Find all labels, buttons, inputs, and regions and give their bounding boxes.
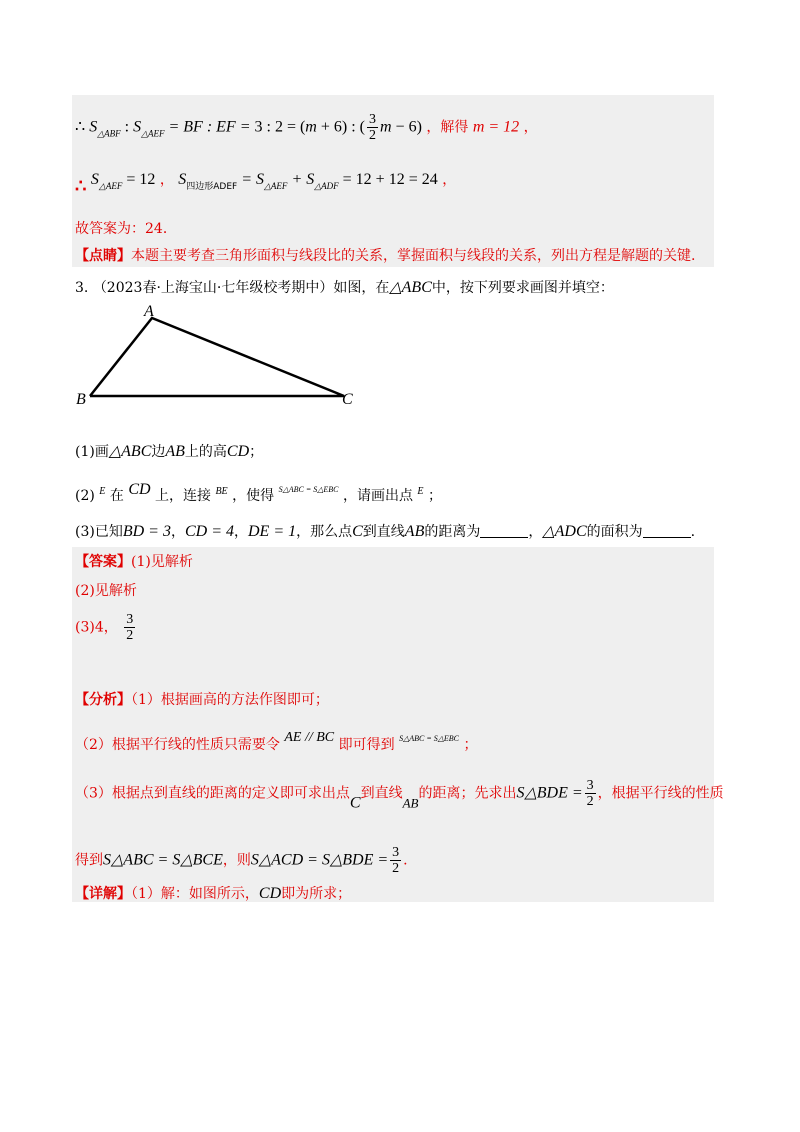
vertex-a-label: A bbox=[144, 303, 154, 320]
part2-cd: CD bbox=[128, 481, 151, 498]
analysis-2-prefix: （2）根据平行线的性质只需要令 bbox=[75, 737, 280, 753]
formula-line-1: ∴ $S_{\triangle ABF}$ : $S_{\triangle AEF}$ = BF : EF = 3 : 2 = (m + 6) : ( $\frac{3}{2}$ m − 6) ，解得 m = 12 ， bbox=[75, 112, 538, 143]
part1-text: 边 bbox=[151, 444, 166, 460]
part1-cd: CD bbox=[226, 443, 250, 460]
part2-prefix: (2) bbox=[75, 488, 95, 504]
triangle-figure bbox=[74, 302, 374, 412]
analysis-3 bbox=[75, 778, 724, 814]
punctuation: ， bbox=[159, 172, 174, 188]
analysis-3-text2: 的距离；先求出 bbox=[418, 785, 517, 802]
part1-end: ； bbox=[249, 444, 264, 460]
comment-label: 【点睛】 bbox=[75, 248, 131, 264]
vertex-b-label: B bbox=[76, 391, 86, 408]
part-3: (3)已知BD = 3，CD = 4，DE = 1，那么点C到直线AB的距离为 ，△ADC的面积为 . bbox=[75, 523, 696, 540]
part3-end: . bbox=[690, 524, 696, 540]
part1-ab: AB bbox=[165, 443, 185, 460]
question-header bbox=[75, 278, 614, 298]
question-tail: 中，按下列要求画图并填空： bbox=[431, 280, 614, 296]
analysis-1-text: （1）根据画高的方法作图即可； bbox=[131, 692, 329, 708]
vertex-c-label: C bbox=[342, 391, 353, 408]
part3-text5: 的面积为 bbox=[586, 524, 643, 540]
detail-cd: CD bbox=[258, 885, 282, 902]
part-1 bbox=[75, 442, 263, 462]
analysis-3-end: ，根据平行线的性质 bbox=[597, 785, 724, 802]
area-equation: S△ABC = S△EBC bbox=[399, 734, 459, 743]
part2-e2: E bbox=[417, 486, 424, 497]
fraction-numerator: 3 bbox=[586, 778, 594, 793]
answer-3-prefix: (3)4， bbox=[75, 619, 118, 636]
answer-label: 【答案】 bbox=[75, 554, 131, 570]
part3-text2: 到直线 bbox=[362, 524, 405, 540]
detail-text: （1）解：如图所示， bbox=[131, 886, 259, 902]
analysis-3-prefix: （3）根据点到直线的距离的定义即可求出点 bbox=[75, 785, 350, 802]
part2-e: E bbox=[99, 486, 106, 497]
part3-text3: 的距离为 bbox=[424, 524, 481, 540]
comment-line bbox=[75, 246, 695, 266]
part2-text: 在 bbox=[109, 488, 124, 504]
fraction-denominator-2: 2 bbox=[392, 861, 400, 876]
analysis-1 bbox=[75, 690, 329, 710]
part3-bd: BD = 3 bbox=[122, 523, 171, 540]
part3-triangle: △ADC bbox=[542, 523, 587, 540]
part3-text4: ， bbox=[528, 524, 543, 540]
analysis-3-text: 到直线 bbox=[360, 785, 403, 802]
part2-be: BE bbox=[215, 486, 228, 497]
part2-text2: 上，连接 bbox=[155, 488, 211, 504]
fraction-denominator: 2 bbox=[586, 794, 594, 809]
punctuation: ， bbox=[442, 172, 457, 188]
solve-text: ，解得 bbox=[426, 119, 469, 136]
area-bde: S△BDE = bbox=[516, 784, 583, 802]
detail-label: 【详解】 bbox=[75, 886, 131, 902]
answer-2: (2)见解析 bbox=[75, 583, 137, 599]
analysis-4-end: . bbox=[403, 852, 408, 869]
punctuation: ， bbox=[523, 119, 538, 136]
answer-line: 故答案为：24． bbox=[75, 221, 177, 237]
solve-result: m = 12 bbox=[472, 118, 520, 136]
fraction-numerator-2: 3 bbox=[392, 845, 400, 860]
analysis-label: 【分析】 bbox=[75, 692, 131, 708]
comment-text: 本题主要考查三角形面积与线段比的关系，掌握面积与线段的关系，列出方程是解题的关键. bbox=[131, 248, 696, 264]
part3-cd: CD = 4 bbox=[184, 523, 234, 540]
detail-line bbox=[75, 884, 351, 904]
question-source: （2023春·上海宝山·七年级校考期中）如图，在 bbox=[92, 280, 390, 296]
part2-equation: S△ABC = S△EBC bbox=[278, 485, 339, 494]
analysis-2-end: ； bbox=[463, 737, 478, 753]
part3-text: ，那么点 bbox=[296, 524, 353, 540]
answer-blank-1[interactable] bbox=[480, 523, 528, 538]
part1-triangle: △ABC bbox=[108, 443, 152, 460]
answer-1 bbox=[75, 552, 193, 572]
part1-text2: 上的高 bbox=[184, 444, 227, 460]
part3-prefix: (3)已知 bbox=[75, 524, 123, 540]
part3-c: C bbox=[352, 523, 363, 540]
answer-blank-2[interactable] bbox=[643, 523, 691, 538]
line-ab: AB bbox=[402, 795, 419, 811]
analysis-4-prefix: 得到 bbox=[75, 852, 103, 869]
triangle-label: △ABC bbox=[389, 279, 432, 296]
area-equation-3: S△ACD = S△BDE = bbox=[250, 851, 389, 869]
part3-ab: AB bbox=[404, 523, 425, 540]
answer-3 bbox=[75, 612, 137, 643]
answer-3-numerator: 3 bbox=[126, 612, 134, 627]
analysis-4 bbox=[75, 845, 408, 876]
part2-text3: ，使得 bbox=[232, 488, 275, 504]
parallel-condition: AE // BC bbox=[284, 730, 335, 745]
answer-1-text: (1)见解析 bbox=[131, 554, 193, 570]
part3-de: DE = 1 bbox=[248, 523, 297, 540]
formula-line-2: ∴ $S_{\triangle AEF} = 12$ ， $S_{四边形ADEF} = S_{\triangle AEF} + S_{\triangle ADF} = 12 + 12 = 24$ ， bbox=[75, 171, 457, 197]
area-equation-2: S△ABC = S△BCE bbox=[103, 851, 223, 869]
question-number: 3. bbox=[75, 280, 89, 296]
part2-end: ； bbox=[427, 488, 442, 504]
answer-3-denominator: 2 bbox=[126, 628, 134, 643]
analysis-2 bbox=[75, 728, 477, 755]
analysis-4-text: ，则 bbox=[222, 852, 251, 869]
point-c: C bbox=[349, 794, 361, 812]
part-2 bbox=[75, 480, 442, 506]
detail-end: 即为所求； bbox=[281, 886, 352, 902]
part1-prefix: (1)画 bbox=[75, 444, 109, 460]
analysis-2-text: 即可得到 bbox=[338, 737, 395, 753]
part2-text4: ，请画出点 bbox=[342, 488, 413, 504]
therefore-symbol: ∴ bbox=[75, 176, 87, 197]
